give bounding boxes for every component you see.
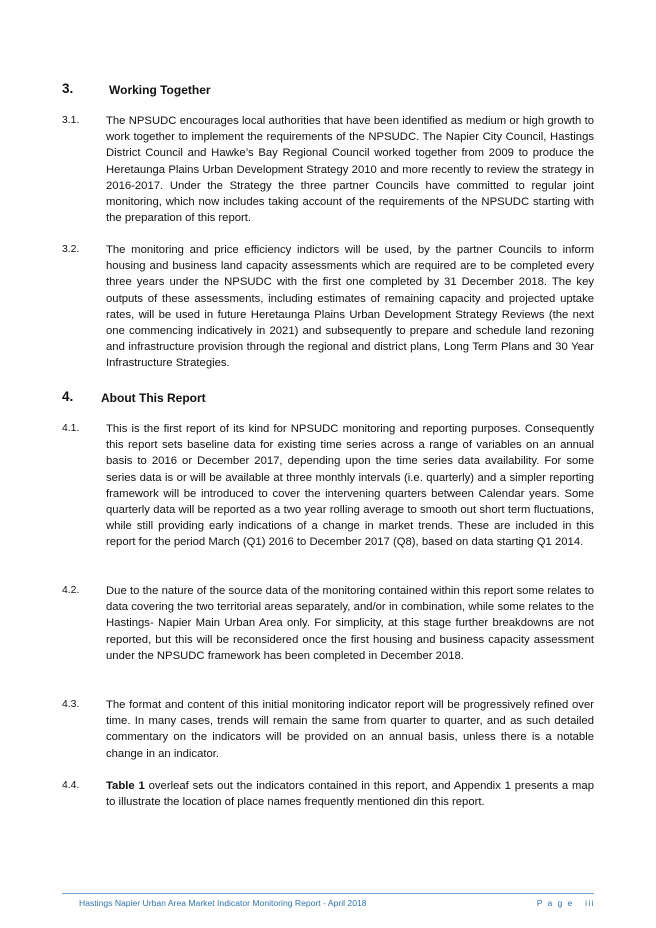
section-3-number: 3. [62, 81, 74, 96]
table-1-reference: Table 1 [106, 780, 145, 792]
paragraph-4-3 [62, 697, 594, 762]
section-4-number: 4. [62, 389, 74, 404]
paragraph-number: 3.1. [62, 115, 80, 126]
paragraph-4-2 [62, 583, 594, 664]
paragraph-3-2 [62, 242, 594, 372]
paragraph-number: 4.3. [62, 699, 80, 710]
paragraph-number: 3.2. [62, 244, 80, 255]
paragraph-3-1 [62, 113, 594, 226]
footer-title: Hastings Napier Urban Area Market Indicator Monitoring Report - April 2018 [79, 898, 367, 908]
paragraph-text: This is the first report of its kind for NPSUDC monitoring and reporting purposes. Consequently this report sets baseline data for existing time series across a range of variables on an annual basis to 2016 or December 2017, depending upon the time series data availability. For some series data is or will be available at three monthly intervals (i.e. quarterly) and a simpler reporting framework will be introduced to cover the intervening quarters between Calendar years. Some quarterly data will be reported as a two year rolling average to smooth out short term fluctuations, while still providing early indications of a change in market trends. These are included in this report for the period March (Q1) 2016 to December 2017 (Q8), based on data starting Q1 2014. [106, 423, 594, 549]
section-4-title: About This Report [101, 391, 206, 405]
paragraph-text: The NPSUDC encourages local authorities that have been identified as medium or high growth to work together to implement the requirements of the NPSUDC. The Napier City Council, Hastings District Council and Hawke’s Bay Regional Council worked together from 2009 to produce the Heretaunga Plains Urban Development Strategy 2010 and more recently to review the strategy in 2016-2017. Under the Strategy the three partner Councils have committed to regular joint monitoring, which now includes taking account of the requirements of the NPSUDC starting with the preparation of this report. [106, 115, 594, 225]
paragraph-4-4 [62, 778, 594, 810]
paragraph-text [106, 778, 594, 810]
page-number: iii [585, 898, 595, 908]
paragraph-number: 4.1. [62, 423, 80, 434]
section-3-title: Working Together [109, 83, 211, 97]
footer-page-number [537, 898, 595, 908]
paragraph-text-body: overleaf sets out the indicators contained in this report, and Appendix 1 presents a map to illustrate the location of place names frequently mentioned din this report. [106, 780, 594, 809]
footer-divider [62, 893, 594, 894]
page-label: P a g e [536, 898, 574, 908]
paragraph-4-1 [62, 421, 594, 551]
paragraph-text: The monitoring and price efficiency indictors will be used, by the partner Councils to inform housing and business land capacity assessments which are required are to be completed every three years under the NPSUDC with the first one completed by 31 December 2018. The key outputs of these assessments, including estimates of remaining capacity and projected uptake rates, will be used in future Heretaunga Plains Urban Development Strategy Reviews (the next one commencing indicatively in 2021) and subsequently to prepare and schedule land rezoning and infrastructure provision through the regional and district plans, Long Term Plans and 30 Year Infrastructure Strategies. [106, 244, 594, 370]
paragraph-text: The format and content of this initial monitoring indicator report will be progressively refined over time. In many cases, trends will remain the same from quarter to quarter, and as such detailed commentary on the indicators will be provided on an annual basis, unless there is a notable change in an indicator. [106, 699, 594, 760]
paragraph-text: Due to the nature of the source data of the monitoring contained within this report some relates to data covering the two territorial areas separately, and/or in combination, while some relates to the Hastings- Napier Main Urban Area only. For simplicity, at this stage further breakdowns are not reported, but this will be reconsidered once the first housing and business capacity assessment under the NPSUDC framework has been completed in December 2018. [106, 585, 594, 662]
paragraph-number: 4.2. [62, 585, 80, 596]
paragraph-number: 4.4. [62, 780, 80, 791]
